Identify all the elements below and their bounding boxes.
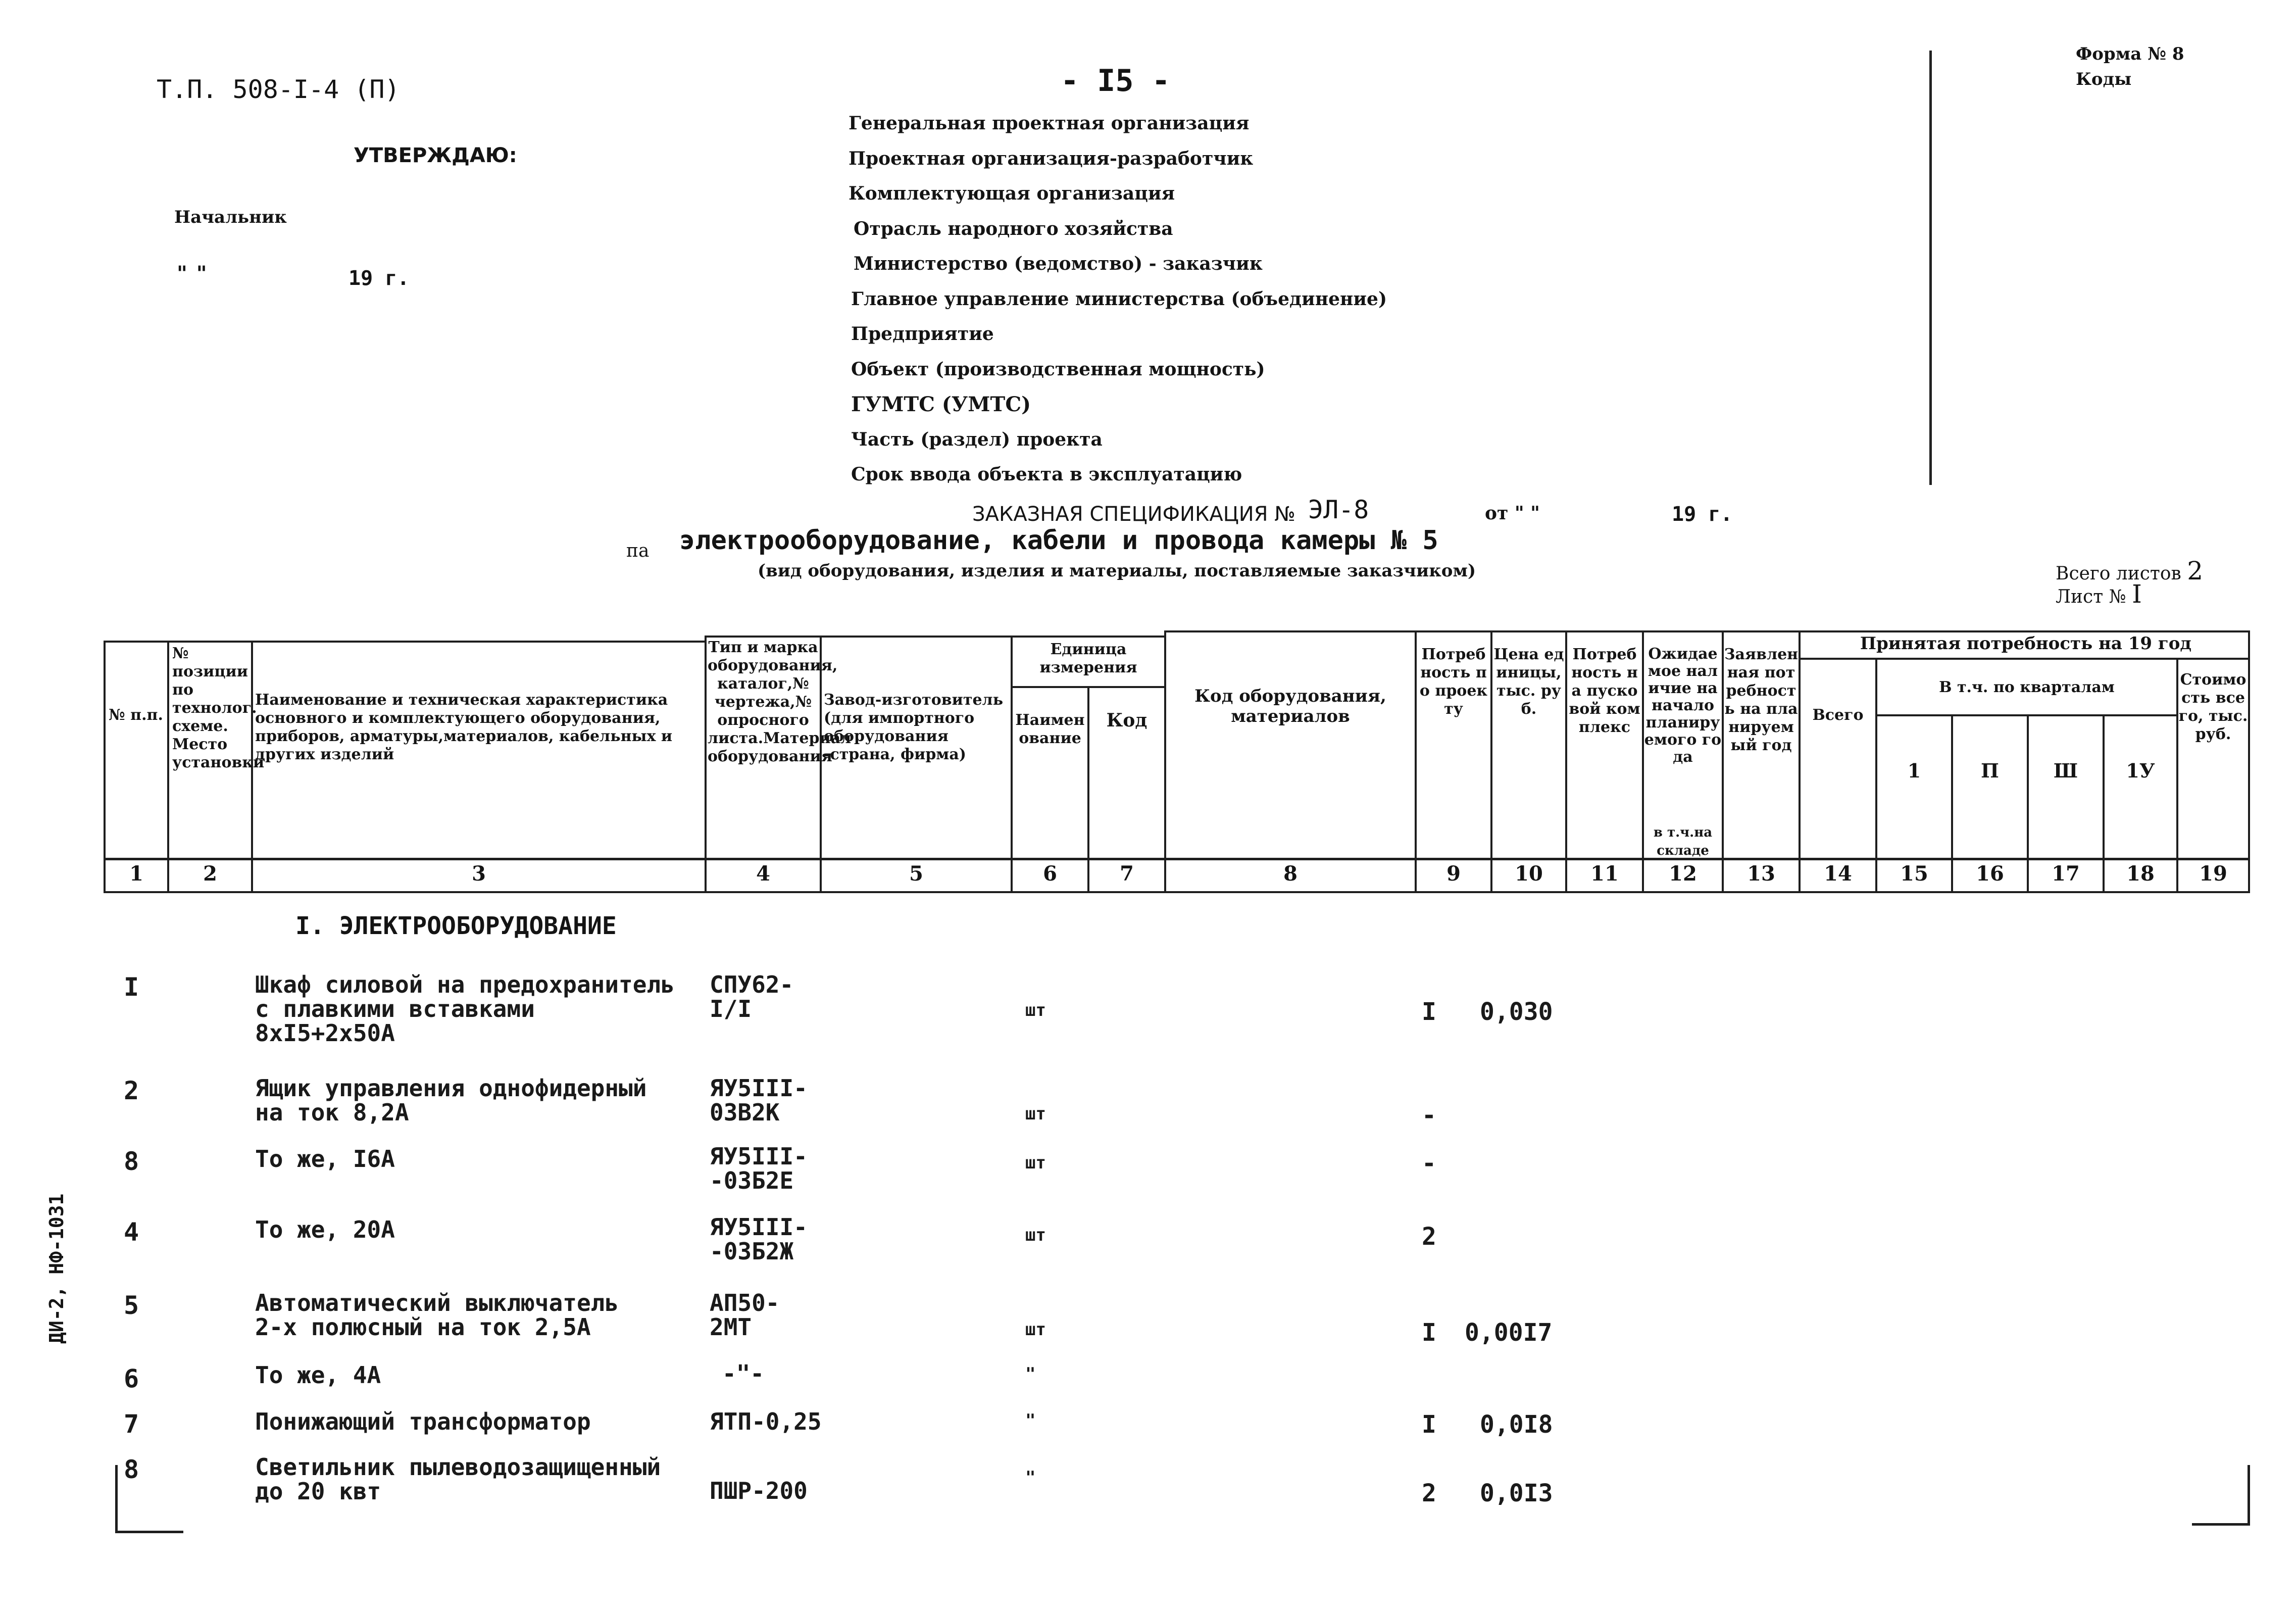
row-name: Понижающий трансформатор xyxy=(255,1408,591,1435)
row-number: 2 xyxy=(124,1076,139,1105)
col-number: 16 xyxy=(1976,862,2004,886)
col-number: 12 xyxy=(1669,862,1697,886)
col-12-header: Ожидаемое наличие на начало планируемого года xyxy=(1644,645,1722,766)
row-name: Автоматический выключатель 2-х полюсный на ток 2,5А xyxy=(255,1289,619,1341)
col-10-header: Цена единицы, тыс. руб. xyxy=(1493,646,1564,718)
row-type: СПУ62- I/I xyxy=(710,971,794,1022)
quarters-group-header: В т.ч. по кварталам xyxy=(1939,678,2115,696)
row-number: 8 xyxy=(124,1147,139,1176)
row-name: То же, I6А xyxy=(255,1145,395,1173)
row-quantity: - xyxy=(1422,1101,1436,1130)
col-number: 11 xyxy=(1590,862,1619,886)
spec-year: 19 г. xyxy=(1672,503,1733,526)
col-8-box xyxy=(1164,630,1417,893)
col-3-box xyxy=(251,641,707,893)
section-title: I. ЭЛЕКТРООБОРУДОВАНИЕ xyxy=(295,912,617,940)
codes-label: Коды xyxy=(2076,69,2132,89)
organization-fields xyxy=(848,106,1387,493)
chief-label: Начальник xyxy=(174,207,287,227)
corner-mark-right xyxy=(2192,1465,2250,1526)
col-11-header: Потребность на пусковой комплекс xyxy=(1569,646,1640,736)
sheet-number: I xyxy=(2132,579,2142,609)
org-line: ГУМТС (УМТС) xyxy=(851,393,1031,416)
row-unit: шт xyxy=(1025,1320,1046,1340)
doc-code: Т.П. 508-I-4 (П) xyxy=(157,75,400,104)
col-13-header: Заявленная потребность на планируемый год xyxy=(1724,646,1799,754)
sheet-counter xyxy=(2056,556,2204,609)
row-type: ЯТП-0,25 xyxy=(710,1408,822,1435)
col-9-header: Потребность по проекту xyxy=(1419,646,1488,718)
row-quantity: I xyxy=(1422,1319,1436,1347)
col-number: 5 xyxy=(909,862,923,886)
col-14-header: Всего xyxy=(1812,706,1864,724)
form-number: Форма № 8 xyxy=(2076,44,2184,64)
col-number: 15 xyxy=(1900,862,1928,886)
row-name: То же, 4А xyxy=(255,1361,381,1389)
row-name: Шкаф силовой на предохранитель с плавкими вставками 8хI5+2х50А xyxy=(255,971,675,1047)
numbers-band-top xyxy=(104,858,2250,860)
row-type: ЯУ5III- -03Б2Е xyxy=(710,1143,808,1194)
corner-mark-left xyxy=(115,1465,183,1533)
spec-for-label: па xyxy=(626,541,650,561)
form-number-block xyxy=(2076,41,2184,92)
row-number: 5 xyxy=(124,1291,139,1320)
col-number: 6 xyxy=(1043,862,1057,886)
sheets-total-label: Всего листов xyxy=(2056,563,2181,584)
row-number: 4 xyxy=(124,1217,139,1247)
row-unit: " xyxy=(1025,1468,1036,1488)
row-quantity: 2 xyxy=(1422,1223,1436,1251)
col-1-box xyxy=(104,641,169,893)
col-16-header: П xyxy=(1981,759,1999,782)
col-number: 17 xyxy=(2052,862,2080,886)
spec-title: ЗАКАЗНАЯ СПЕЦИФИКАЦИЯ № xyxy=(972,503,1295,526)
row-type: ПШР-200 xyxy=(710,1477,808,1504)
col-2-header: № позиции по технолог. схеме. Место установки xyxy=(172,645,265,771)
row-price: 0,00I7 xyxy=(1465,1319,1553,1347)
row-quantity: - xyxy=(1422,1149,1436,1178)
row-unit: шт xyxy=(1025,1225,1046,1245)
side-stamp: ДИ-2, НФ-1031 xyxy=(45,1193,68,1344)
row-name: Светильник пылеводозащищенный до 20 квт xyxy=(255,1453,661,1505)
row-quantity: I xyxy=(1422,998,1436,1026)
row-name: То же, 20А xyxy=(255,1216,395,1243)
org-line: Отрасль народного хозяйства xyxy=(854,218,1173,239)
col-number: 2 xyxy=(203,862,217,886)
col-15-header: 1 xyxy=(1907,759,1921,782)
row-type: АП50- 2МТ xyxy=(710,1289,780,1341)
spec-number: ЭЛ-8 xyxy=(1308,495,1369,524)
org-line: Срок ввода объекта в эксплуатацию xyxy=(851,464,1242,485)
row-name: Ящик управления однофидерный на ток 8,2А xyxy=(255,1075,647,1126)
col-number: 19 xyxy=(2199,862,2227,886)
row-type: -"- xyxy=(722,1360,765,1387)
col-number: 8 xyxy=(1283,862,1297,886)
col-3-header: Наименование и техническая характеристика основного и комплектующего оборудования, приборов, арматуры,материалов, кабельных и других изделий xyxy=(255,691,673,763)
unit-group-header: Единица измерения xyxy=(1039,641,1137,676)
org-line: Главное управление министерства (объединение) xyxy=(851,288,1387,310)
col-5-header: Завод-изготовитель (для импортного оборудования -страна, фирма) xyxy=(824,691,1004,763)
col-number: 18 xyxy=(2126,862,2155,886)
row-quantity: 2 xyxy=(1422,1479,1436,1507)
col-number: 14 xyxy=(1824,862,1852,886)
sheets-total: 2 xyxy=(2187,556,2204,585)
col-1-header: № п.п. xyxy=(109,706,163,724)
row-number: I xyxy=(124,972,139,1002)
org-line: Предприятие xyxy=(851,323,994,345)
row-unit: шт xyxy=(1025,1153,1046,1173)
row-type: ЯУ5III- 03В2К xyxy=(710,1075,808,1126)
col-6-header: Наименование xyxy=(1015,711,1085,747)
col-number: 13 xyxy=(1747,862,1775,886)
approve-date-year: 19 г. xyxy=(348,267,410,290)
spec-kind-caption: (вид оборудования, изделия и материалы, поставляемые заказчиком) xyxy=(758,561,1476,581)
col-number: 7 xyxy=(1120,862,1134,886)
col-19-header: Стоимость всего, тыс. руб. xyxy=(2178,671,2248,743)
page-number: - I5 - xyxy=(1061,63,1170,99)
header-divider xyxy=(1929,51,1932,485)
accepted-group-header: Принятая потребность на 19 год xyxy=(1860,633,2192,654)
row-number: 7 xyxy=(124,1409,139,1439)
spec-date-from: от " " xyxy=(1485,503,1540,524)
col-18-header: 1У xyxy=(2126,759,2155,782)
row-number: 6 xyxy=(124,1364,139,1393)
col-7-header: Код xyxy=(1106,710,1147,731)
row-unit: " xyxy=(1025,1364,1036,1384)
col-12-stock-header: в т.ч.на складе xyxy=(1653,825,1713,858)
row-number: 8 xyxy=(124,1455,139,1484)
col-number: 9 xyxy=(1446,862,1461,886)
row-quantity: I xyxy=(1422,1410,1436,1439)
col-number: 4 xyxy=(756,862,770,886)
org-line: Объект (производственная мощность) xyxy=(851,358,1265,380)
row-price: 0,0I8 xyxy=(1480,1410,1553,1439)
row-price: 0,030 xyxy=(1480,998,1553,1026)
org-line: Генеральная проектная организация xyxy=(848,113,1250,134)
org-line: Комплектующая организация xyxy=(848,183,1175,204)
row-unit: " xyxy=(1025,1410,1036,1431)
approve-label: УТВЕРЖДАЮ: xyxy=(354,144,517,167)
col-number: 1 xyxy=(129,862,143,886)
col-17-header: Ш xyxy=(2053,759,2078,782)
row-type: ЯУ5III- -03Б2Ж xyxy=(710,1213,808,1265)
col-8-header: Код оборудования, материалов xyxy=(1194,686,1386,726)
col-number: 3 xyxy=(472,862,486,886)
row-unit: шт xyxy=(1025,1104,1046,1124)
col-4-header: Тип и марка оборудования, каталог,№ чертежа,№ опросного листа.Материал оборудования xyxy=(708,639,852,765)
spec-subject: электрооборудование, кабели и провода камеры № 5 xyxy=(679,525,1438,556)
org-line: Часть (раздел) проекта xyxy=(851,428,1103,450)
row-unit: шт xyxy=(1025,1000,1046,1020)
row-price: 0,0I3 xyxy=(1480,1479,1553,1507)
col-5-box xyxy=(820,636,1013,893)
sheet-label: Лист № xyxy=(2056,587,2126,607)
org-line: Министерство (ведомство) - заказчик xyxy=(854,253,1263,274)
approve-date-quotes: " " xyxy=(177,262,208,285)
spec-table-header xyxy=(104,630,2250,893)
org-line: Проектная организация-разработчик xyxy=(848,148,1254,169)
col-number: 10 xyxy=(1515,862,1543,886)
